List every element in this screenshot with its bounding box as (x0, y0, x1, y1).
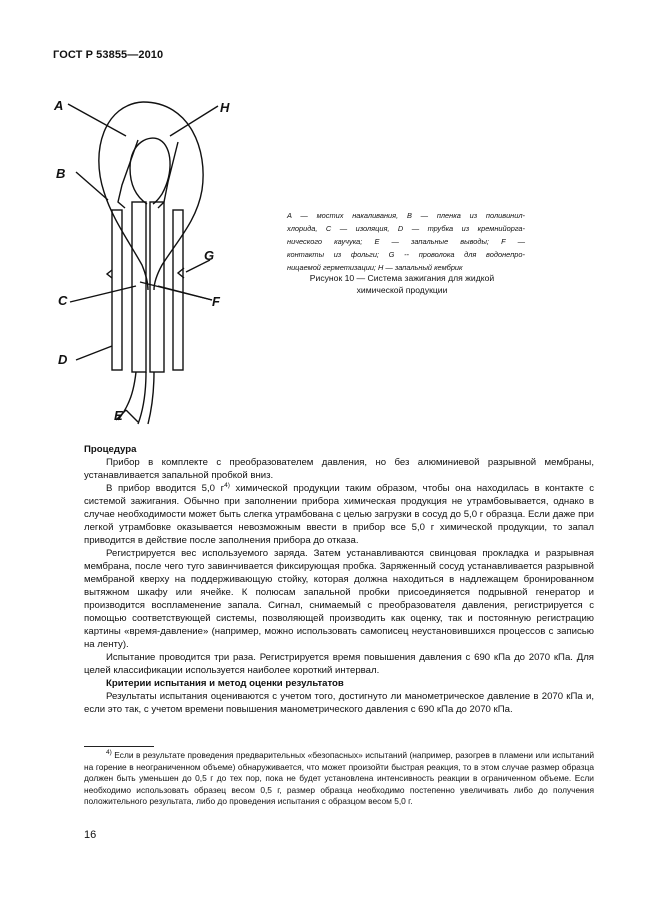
label-d: D (58, 352, 68, 367)
inner-bulb (130, 138, 170, 204)
legend-line: ницаемой герметизации; H — запальный кембрик (287, 263, 463, 272)
footnote-ref: 4) (224, 481, 230, 489)
label-h: H (220, 100, 230, 115)
text-run: В прибор вводится 5,0 г (106, 483, 225, 494)
label-f: F (212, 294, 220, 309)
footnote (84, 750, 594, 808)
heading-criteria: Критерии испытания и метод оценки результатов (106, 678, 344, 689)
lead-wire-right2 (148, 372, 154, 424)
paragraph: Регистрируется вес используемого заряда. Затем устанавливаются свинцовая прокладка и разрывная мембрана, после чего туго завинчивается фиксирующая пробка. Заряженный сосуд устанавливается разрывной мембраной кверху на поддерживающую стойку, которая должна находиться в надлежащем бронированном вытяжном шкафу или ячейке. К полюсам запальной пробки присоединяется подрывной генератор и производится воспламенение запала. Сигнал, снимаемый с преобразователя давления, регистрируется с помощью соответствующей системы, позволяющей производить как оценку, так и постоянную регистрацию картины «время-давление» (например, можно использовать самописец неустановившихся процессов с записью на ленту). (84, 548, 594, 650)
legend-line: хлорида, C — изоляция, D — трубка из кремнийорга- (287, 224, 525, 233)
caption-line: химической продукции (356, 285, 448, 295)
label-a: A (54, 98, 64, 113)
bridge-wire-left (118, 140, 138, 208)
legend-line: контакты из фольги; G -- проволока для водонепро- (287, 250, 525, 259)
footnote-marker: 4) (106, 749, 112, 757)
lead-wire-right (138, 372, 146, 424)
label-g: G (204, 248, 215, 263)
footnote-divider (84, 746, 154, 747)
legend-line: нического каучука; E — запальные выводы; F — (287, 237, 525, 246)
caption-line: Рисунок 10 — Система зажигания для жидкой (309, 273, 495, 283)
outer-envelope-h (99, 102, 148, 290)
heading-procedure: Процедура (84, 444, 137, 455)
document-header: ГОСТ Р 53855—2010 (53, 49, 164, 61)
figure-caption (287, 272, 517, 296)
legend-line: A — мостих накаливания, B — пленка из поливинил- (287, 211, 525, 220)
paragraph: Результаты испытания оцениваются с учетом того, достигнуто ли манометрическое давление в 2070 кПа и, если это так, с учетом времени повышения манометрического давления с 690 кПа до 2070 кПа. (84, 691, 594, 715)
label-b: B (56, 166, 66, 181)
page-number: 16 (84, 829, 97, 841)
paragraph: Прибор в комплекте с преобразователем давления, но без алюминиевой разрывной мембраны, устанавливается запальной пробкой вниз. (84, 457, 594, 481)
figure-legend (287, 209, 525, 274)
paragraph: Испытание проводится три раза. Регистрируется время повышения давления с 690 кПа до 2070 кПа. Для целей классификации используется наиболее короткий интервал. (84, 652, 594, 676)
label-e: E (114, 408, 123, 423)
paragraph (84, 482, 594, 547)
body-text (84, 443, 594, 716)
ignition-system-diagram (50, 90, 260, 430)
footnote-text: Если в результате проведения предварительных «безопасных» испытаний (например, разогрев в пламени или испытаний на горение в неограниченном объеме) обнаруживается, что может произойти быстрая реакция, то в этом случае размер образца должен быть уменьшен до 0,5 г до тех пор, пока не будет установлена интенсивность реакции в ограниченном объеме. Если необходимо использовать образец весом 0,5 г, размер образца необходимо постепенно увеличивать либо до получения положительного результата, либо до проведения испытания с образцом весом 5,0 г. (84, 750, 594, 806)
text-run: химической продукции таким образом, чтобы она находилась в контакте с системой зажигания. Обычно при заполнении прибора химическая продукция не утрамбовывается, однако в случае необходимости может быть слегка утрамбована с целью загрузки в сосуд до 5,0 г образца. Если даже при легкой утрамбовке оказывается невозможным ввести в прибор все 5,0 г химической продукции, то запал приводится в действие после заполнения прибора до отказа. (84, 483, 594, 546)
label-c: C (58, 293, 68, 308)
